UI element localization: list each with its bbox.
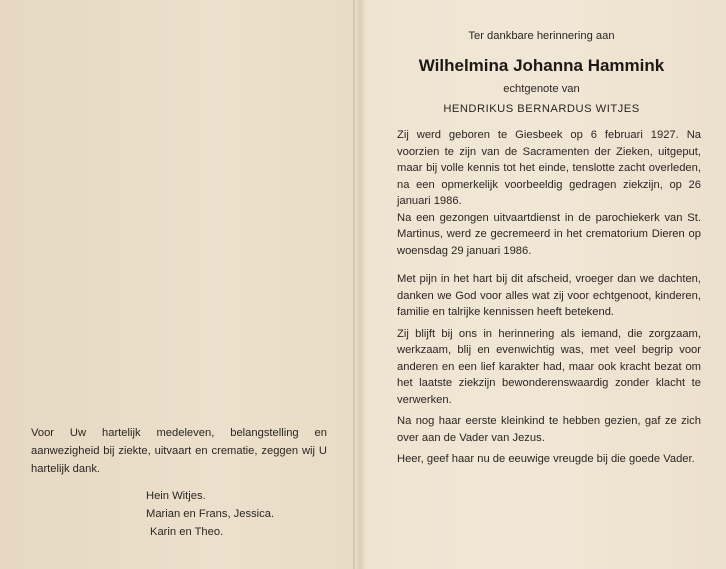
signature-line: Hein Witjes.	[146, 490, 206, 502]
paragraph-funeral: Na een gezongen uitvaartdienst in de parochiekerk van St. Martinus, werd ze gecremeerd in het crematorium Dieren op woensdag 29 januari 1986.	[397, 211, 701, 257]
signature-line: Marian en Frans, Jessica.	[146, 508, 275, 520]
signatures	[146, 487, 274, 541]
thanks-text: Voor Uw hartelijk medeleven, belangstelling en aanwezigheid bij ziekte, uitvaart en crematie, zeggen wij U hartelijk dank.	[31, 427, 327, 475]
paragraph-birth-death: Zij werd geboren te Giesbeek op 6 februari 1927. Na voorzien te zijn van de Sacramenten der Zieken, uitgeput, maar bij volle kennis tot het einde, tenslotte zacht overleden, na een opmerkelijk voorbeeldig gedragen ziekzijn, op 26 januari 1986.	[397, 129, 701, 207]
deceased-name: Wilhelmina Johanna Hammink	[418, 56, 665, 75]
spouse-label: echtgenote van	[503, 83, 580, 95]
left-page	[0, 0, 353, 569]
body-text	[397, 127, 701, 468]
paragraph-farewell: Met pijn in het hart bij dit afscheid, vroeger dan we dachten, danken we God voor alles wat zij voor echtgenoot, kinderen, familie en talrijke kennissen heeft betekend.	[397, 273, 701, 318]
memorial-header: Ter dankbare herinnering aan	[468, 30, 615, 42]
spouse-name: HENDRIKUS BERNARDUS WITJES	[443, 103, 640, 115]
paragraph-memory: Zij blijft bij ons in herinnering als iemand, die zorgzaam, werkzaam, blij en evenwichtig was, met veel begrip voor anderen en een lief karakter had, maar ook kracht bezat om het laatste ziekzijn bewonderenswaardig zonder klacht te verwerken.	[397, 327, 701, 406]
paragraph-grandchild: Na nog haar eerste kleinkind te hebben gezien, gaf ze zich over aan de Vader van Jezus.	[397, 415, 701, 444]
signature-line: Karin en Theo.	[150, 526, 224, 538]
paragraph-prayer: Heer, geef haar nu de eeuwige vreugde bij die goede Vader.	[397, 453, 695, 465]
right-page	[357, 0, 726, 569]
